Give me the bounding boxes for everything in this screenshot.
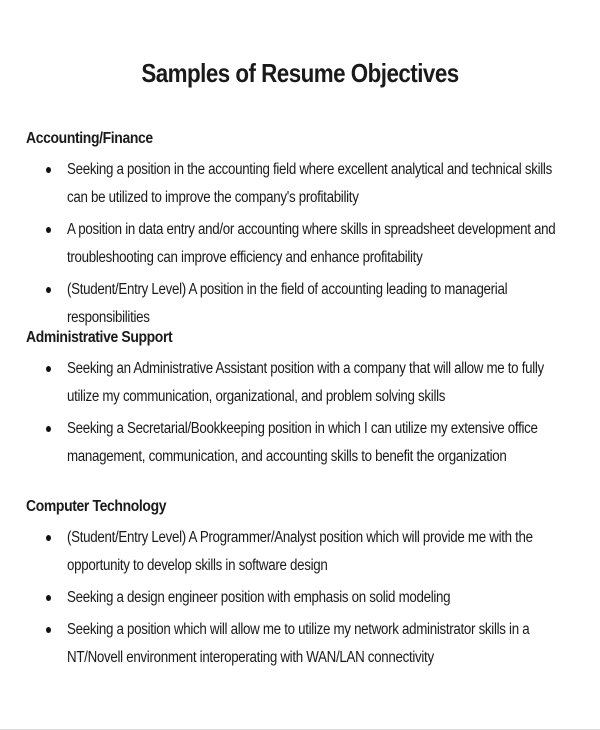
list-item-text: (Student/Entry Level) A position in the field of accounting leading to managerial responsibilities: [67, 281, 508, 326]
section-heading: Accounting/Finance: [26, 130, 153, 147]
bullet-icon: [46, 366, 51, 372]
section-heading: Administrative Support: [26, 329, 173, 346]
list-item: [26, 415, 586, 471]
bullet-list: [26, 524, 586, 672]
list-item-text: A position in data entry and/or accounting where skills in spreadsheet development and troubleshooting can improve efficiency and enhance profitability: [67, 221, 556, 266]
list-item-text: Seeking a position which will allow me to utilize my network administrator skills in a NT/Novell environment interoperating with WAN/LAN connectivity: [67, 621, 530, 666]
list-item: [26, 616, 586, 672]
list-item: [26, 216, 586, 272]
bullet-icon: [46, 227, 51, 233]
document-title: Samples of Resume Objectives: [141, 58, 459, 88]
bullet-list: [26, 156, 586, 332]
bullet-icon: [46, 167, 51, 173]
list-item: [26, 276, 586, 332]
list-item-text: Seeking a design engineer position with emphasis on solid modeling: [67, 589, 451, 606]
bullet-icon: [46, 287, 51, 293]
list-item: [26, 355, 586, 411]
list-item: [26, 524, 586, 580]
list-item: [26, 156, 586, 212]
bullet-icon: [46, 426, 51, 432]
list-item-text: (Student/Entry Level) A Programmer/Analyst position which will provide me with the opportunity to develop skills in software design: [67, 529, 533, 574]
list-item-text: Seeking an Administrative Assistant position with a company that will allow me to fully utilize my communication, organizational, and problem solving skills: [67, 360, 544, 405]
bullet-icon: [46, 627, 51, 633]
section-accounting-finance: [26, 130, 586, 336]
bullet-icon: [46, 535, 51, 541]
section-heading: Computer Technology: [26, 498, 167, 515]
section-administrative-support: [26, 329, 586, 475]
bullet-icon: [46, 595, 51, 601]
list-item-text: Seeking a Secretarial/Bookkeeping position in which I can utilize my extensive office management, communication, and accounting skills to benefit the organization: [67, 420, 538, 465]
list-item-text: Seeking a position in the accounting field where excellent analytical and technical skills can be utilized to improve the company's profitability: [67, 161, 552, 206]
list-item: [26, 584, 586, 612]
bullet-list: [26, 355, 586, 471]
section-computer-technology: [26, 498, 586, 676]
